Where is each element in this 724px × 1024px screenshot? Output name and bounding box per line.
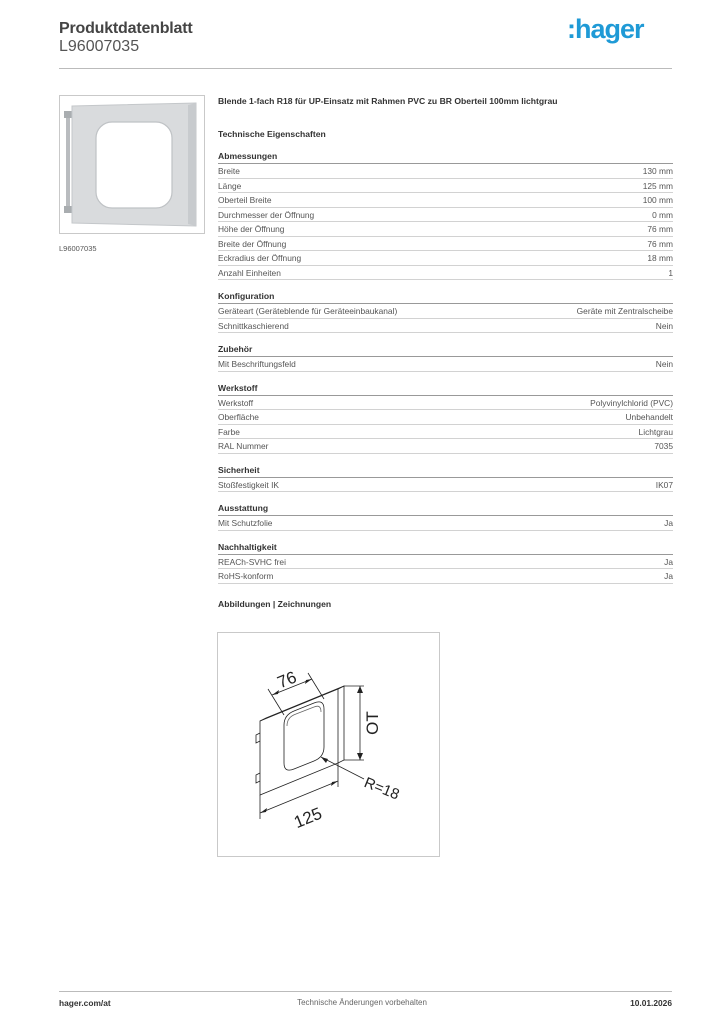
property-row: [218, 251, 673, 266]
property-row: [218, 516, 673, 531]
property-label: Geräteart (Geräteblende für Geräteeinbaukanal): [218, 306, 398, 316]
property-row: [218, 478, 673, 493]
property-value: Unbehandelt: [625, 412, 673, 422]
technical-properties-heading: Technische Eigenschaften: [218, 129, 326, 139]
property-row: [218, 410, 673, 425]
property-value: Ja: [664, 556, 673, 567]
property-value: Ja: [664, 518, 673, 528]
property-label: RAL Nummer: [218, 441, 269, 451]
property-label: REACh-SVHC frei: [218, 556, 286, 567]
group-heading: Sicherheit: [218, 464, 673, 478]
property-row: [218, 164, 673, 179]
property-label: Breite der Öffnung: [218, 238, 287, 249]
thumbnail-caption: L96007035: [59, 244, 97, 253]
property-value: 125 mm: [642, 180, 673, 191]
page-title: Produktdatenblatt: [59, 20, 193, 37]
property-value: 18 mm: [647, 253, 673, 263]
group-heading: Zubehör: [218, 343, 673, 357]
property-label: Mit Beschriftungsfeld: [218, 359, 296, 369]
property-row: [218, 304, 673, 319]
property-row: [218, 193, 673, 208]
property-value: IK07: [655, 479, 673, 490]
dimension-label-length: 125: [291, 803, 325, 833]
property-row: [218, 357, 673, 372]
footer-divider: [59, 991, 672, 992]
property-value: 1: [668, 267, 673, 278]
dimension-drawing-icon: [218, 633, 439, 856]
dimension-label-radius: R=18: [361, 774, 402, 804]
group-heading: Abmessungen: [218, 150, 673, 164]
property-row: [218, 439, 673, 454]
property-row: [218, 569, 673, 584]
property-row: [218, 396, 673, 411]
property-value: Polyvinylchlorid (PVC): [590, 397, 673, 408]
figures-heading: Abbildungen | Zeichnungen: [218, 598, 332, 609]
property-value: 7035: [654, 441, 673, 451]
property-value: 100 mm: [642, 195, 673, 205]
property-row: [218, 425, 673, 440]
property-label: Mit Schutzfolie: [218, 518, 273, 528]
property-row: [218, 222, 673, 237]
property-groups: [218, 150, 673, 584]
property-label: Länge: [218, 180, 242, 191]
property-label: Stoßfestigkeit IK: [218, 479, 279, 490]
property-label: Durchmesser der Öffnung: [218, 209, 315, 220]
hager-logo: :hager: [567, 14, 644, 44]
property-label: Eckradius der Öffnung: [218, 253, 302, 263]
property-row: [218, 179, 673, 194]
property-row: [218, 237, 673, 252]
property-row: [218, 555, 673, 570]
property-row: [218, 208, 673, 223]
property-row: [218, 266, 673, 281]
footer-website-link[interactable]: hager.com/at: [59, 998, 111, 1008]
property-value: Geräte mit Zentralscheibe: [576, 306, 673, 316]
property-label: Höhe der Öffnung: [218, 224, 285, 234]
property-value: 76 mm: [647, 224, 673, 234]
property-label: Breite: [218, 166, 240, 176]
article-number: L96007035: [59, 38, 140, 55]
dimension-label-height: OT: [363, 711, 382, 735]
group-heading: Konfiguration: [218, 290, 673, 304]
property-label: Farbe: [218, 426, 240, 437]
property-value: Nein: [655, 359, 673, 369]
property-label: Oberfläche: [218, 412, 259, 422]
property-label: RoHS-konform: [218, 571, 274, 581]
technical-drawing: [217, 632, 440, 857]
property-value: 76 mm: [647, 238, 673, 249]
group-heading: Ausstattung: [218, 502, 673, 516]
footer-date: 10.01.2026: [630, 998, 672, 1008]
product-image: [59, 95, 205, 234]
property-row: [218, 319, 673, 334]
header-divider: [59, 68, 672, 69]
property-label: Oberteil Breite: [218, 195, 272, 205]
product-title: Blende 1-fach R18 für UP-Einsatz mit Rahmen PVC zu BR Oberteil 100mm lichtgrau: [218, 96, 558, 106]
property-value: 130 mm: [642, 166, 673, 176]
product-photo-icon: [60, 96, 204, 233]
property-value: 0 mm: [652, 209, 673, 220]
property-value: Lichtgrau: [638, 426, 673, 437]
group-heading: Nachhaltigkeit: [218, 541, 673, 555]
product-details: [218, 94, 673, 610]
property-value: Ja: [664, 571, 673, 581]
group-heading: Werkstoff: [218, 382, 673, 396]
property-label: Werkstoff: [218, 397, 254, 408]
property-value: Nein: [655, 320, 673, 331]
footer-notice: Technische Änderungen vorbehalten: [297, 998, 427, 1007]
dimension-label-width: 76: [274, 667, 300, 693]
property-label: Anzahl Einheiten: [218, 267, 281, 278]
property-label: Schnittkaschierend: [218, 320, 289, 331]
